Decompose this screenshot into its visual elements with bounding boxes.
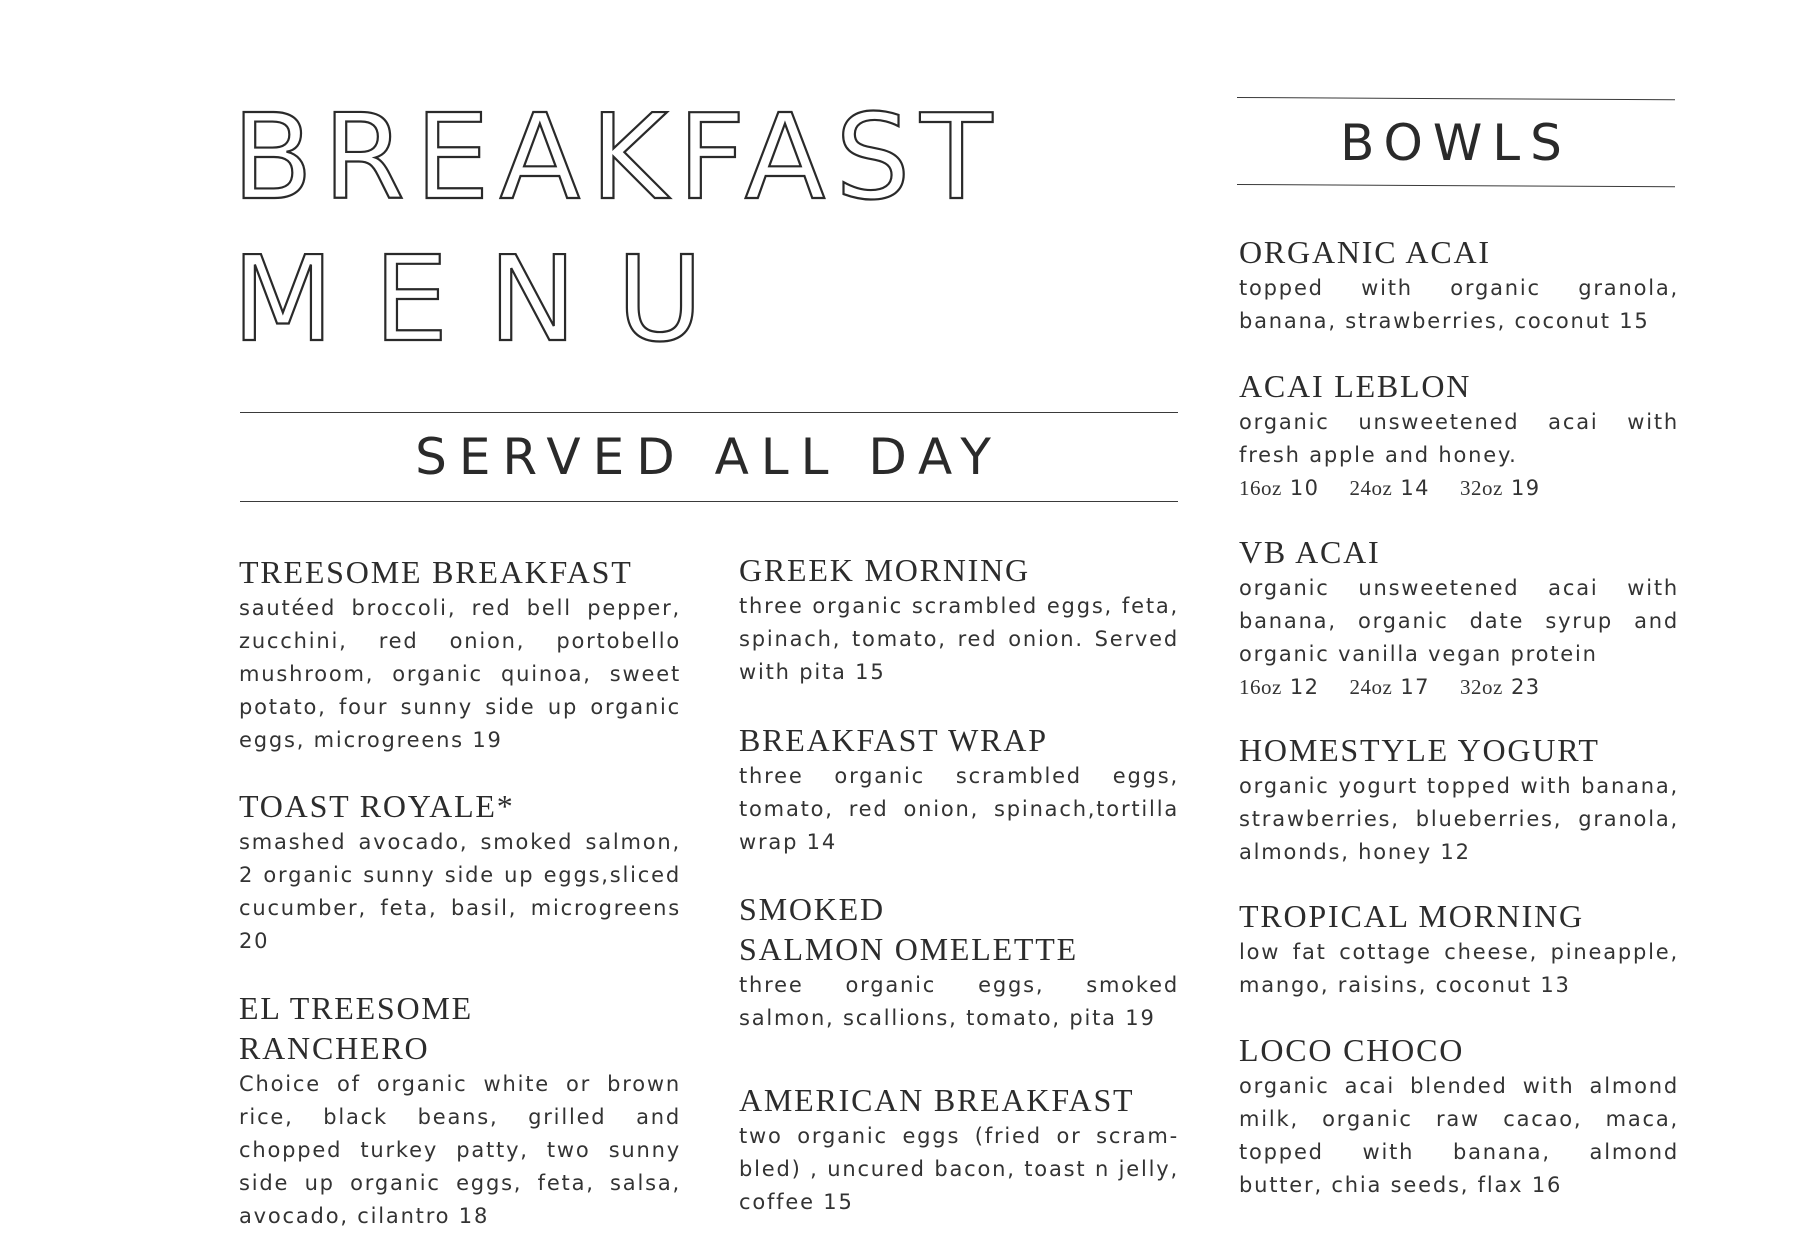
item-description: topped with organic granola, banana, strawberries, coconut 15: [1239, 276, 1679, 333]
item-name: AMERICAN BREAKFAST: [739, 1082, 1135, 1118]
size-prices: [1239, 671, 1679, 704]
size-price: 12: [1289, 675, 1320, 699]
size-label: 16oz: [1239, 675, 1282, 699]
served-all-day-heading: SERVED ALL DAY: [415, 428, 1003, 486]
item-name: GREEK MORNING: [739, 552, 1030, 588]
menu-item-vb-acai: [1239, 532, 1679, 704]
item-description: organic yogurt topped with banana, strawberries, blueberries, granola, almonds, honey 12: [1239, 774, 1679, 864]
item-name: VB ACAI: [1239, 534, 1381, 570]
item-name: TREESOME BREAKFAST: [239, 554, 633, 590]
served-top-rule: [240, 412, 1178, 413]
item-name: ACAI LEBLON: [1239, 368, 1472, 404]
menu-item-loco-choco: [1239, 1030, 1679, 1202]
size-price: 10: [1289, 476, 1320, 500]
item-name-line-2: RANCHERO: [239, 1030, 430, 1066]
item-name: LOCO CHOCO: [1239, 1032, 1465, 1068]
item-name-line-2: SALMON OMELETTE: [739, 931, 1078, 967]
item-name: HOMESTYLE YOGURT: [1239, 732, 1600, 768]
menu-item-toast-royale: [239, 786, 681, 958]
menu-item-greek-morning: [739, 550, 1179, 689]
served-bottom-rule: [240, 501, 1178, 502]
size-price: 17: [1400, 675, 1430, 699]
item-description: Choice of organic white or brown rice, black beans, grilled and chopped turkey patty, two sunny side up organic eggs, feta, salsa, avocado, cilantro 18: [239, 1072, 681, 1228]
item-name: ORGANIC ACAI: [1239, 234, 1491, 270]
item-name: TOAST ROYALE*: [239, 788, 515, 824]
menu-item-treesome-breakfast: [239, 552, 681, 757]
size-price: 23: [1510, 675, 1541, 699]
item-name: TROPICAL MORNING: [1239, 898, 1584, 934]
item-description: three organic scrambled eggs, tomato, red onion, spinach,tortilla wrap 14: [739, 764, 1179, 854]
bowls-heading: BOWLS: [1340, 114, 1572, 172]
bowls-bottom-rule: [1237, 184, 1675, 187]
menu-item-acai-leblon: [1239, 366, 1679, 505]
size-label: 24oz: [1349, 675, 1393, 699]
item-description: three organic eggs, smoked salmon, scallions, tomato, pita 19: [739, 973, 1179, 1030]
item-description: smashed avocado, smoked salmon, 2 organic sunny side up eggs,sliced cucumber, feta, basil, microgreens 20: [239, 830, 681, 953]
menu-item-el-treesome-ranchero: [239, 988, 681, 1233]
item-description: two organic eggs (fried or scram-bled) , uncured bacon, toast n jelly, coffee 15: [739, 1124, 1179, 1214]
item-description: three organic scrambled eggs, feta, spinach, tomato, red onion. Served with pita 15: [739, 594, 1179, 684]
item-description: sautéed broccoli, red bell pepper, zucchini, red onion, portobello mushroom, organic quinoa, sweet potato, four sunny side up organic eggs, microgreens 19: [239, 596, 681, 752]
menu-item-homestyle-yogurt: [1239, 730, 1679, 869]
item-description: organic unsweetened acai with fresh apple and honey.: [1239, 410, 1679, 467]
bowls-top-rule: [1237, 97, 1675, 100]
size-prices: [1239, 472, 1679, 505]
item-description: low fat cottage cheese, pineapple, mango, raisins, coconut 13: [1239, 940, 1679, 997]
item-name-line-1: EL TREESOME: [239, 990, 474, 1026]
menu-item-american-breakfast: [739, 1080, 1179, 1219]
size-price: 14: [1400, 476, 1430, 500]
menu-item-breakfast-wrap: [739, 720, 1179, 859]
size-label: 24oz: [1349, 476, 1393, 500]
item-description: organic acai blended with almond milk, organic raw cacao, maca, topped with banana, almond butter, chia seeds, flax 16: [1239, 1074, 1679, 1197]
item-name: BREAKFAST WRAP: [739, 722, 1048, 758]
menu-item-organic-acai: [1239, 232, 1679, 338]
menu-item-smoked-salmon-omelette: [739, 889, 1179, 1035]
item-name-line-1: SMOKED: [739, 891, 885, 927]
size-label: 16oz: [1239, 476, 1282, 500]
menu-item-tropical-morning: [1239, 896, 1679, 1002]
menu-title-line-2: MENU: [232, 230, 744, 368]
menu-title-line-1: BREAKFAST: [232, 88, 1003, 226]
size-label: 32oz: [1460, 675, 1503, 699]
item-description: organic unsweetened acai with banana, organic date syrup and organic vanilla vegan protein: [1239, 576, 1679, 666]
size-price: 19: [1510, 476, 1541, 500]
size-label: 32oz: [1460, 476, 1503, 500]
